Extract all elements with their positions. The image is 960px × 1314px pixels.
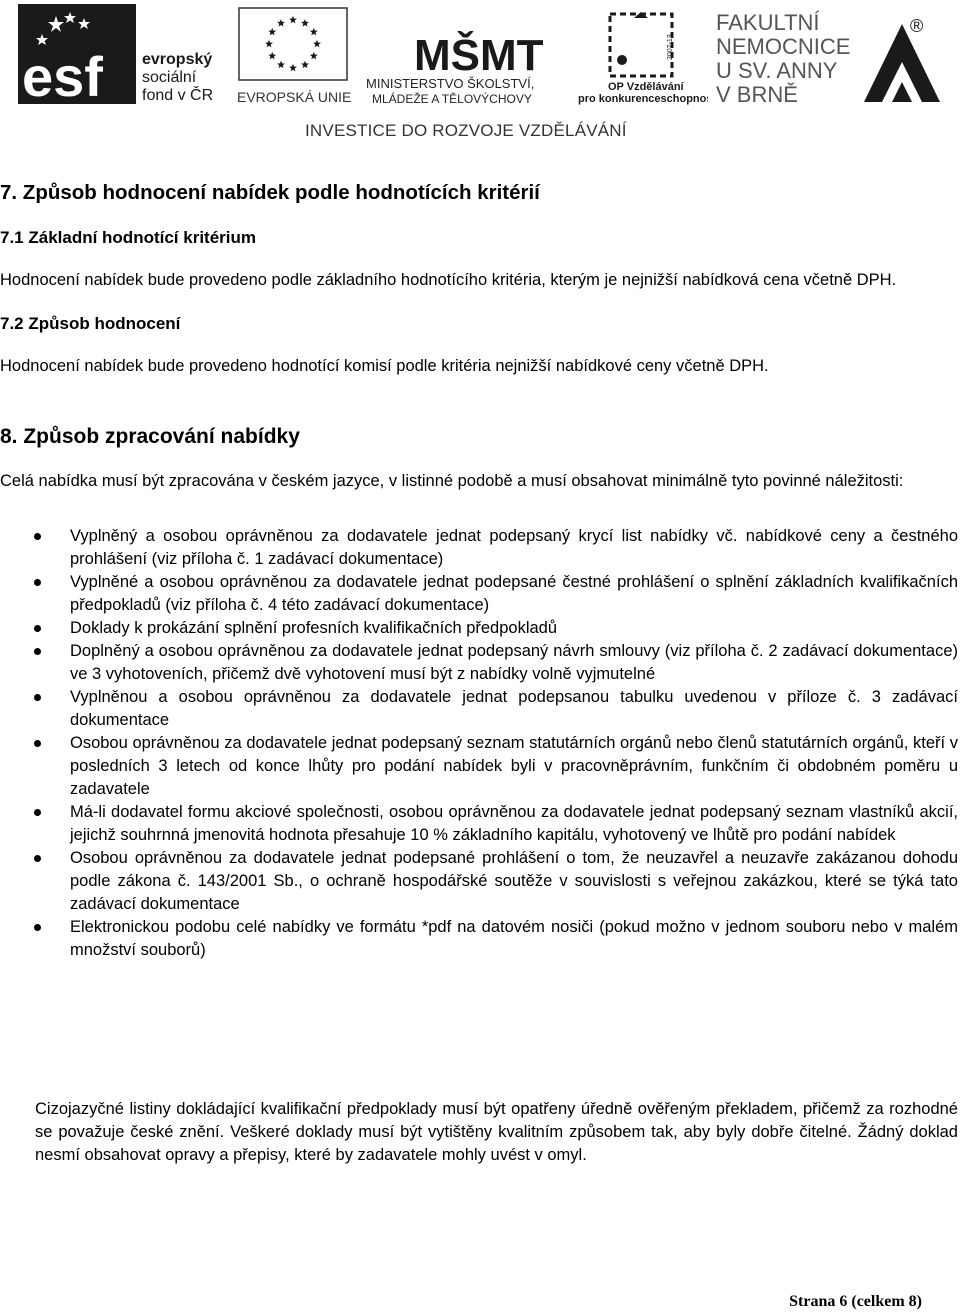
op-vzdelavani-logo bbox=[576, 10, 708, 106]
logo-bar bbox=[0, 0, 960, 150]
bullet-icon bbox=[34, 924, 41, 931]
list-item bbox=[0, 801, 958, 847]
list-item bbox=[0, 640, 958, 686]
svg-text:sociální: sociální bbox=[142, 69, 197, 86]
svg-text:2007-13: 2007-13 bbox=[667, 34, 674, 60]
bullet-icon bbox=[34, 809, 41, 816]
section-7-1-text: Hodnocení nabídek bude provedeno podle základního hodnotícího kritéria, kterým je nejnižší nabídková cena včetně DPH. bbox=[0, 271, 897, 289]
svg-text:U SV. ANNY: U SV. ANNY bbox=[716, 58, 838, 83]
list-item-text: Má-li dodavatel formu akciové společnosti, osobou oprávněnou za dodavatele jednat podepsaný seznam vlastníků akcií, jejichž souhrnná jmenovitá hodnota přesahuje 10 % základního kapitálu, vyhotovený ve lhůtě pro podání nabídek bbox=[70, 803, 958, 844]
svg-text:FAKULTNÍ: FAKULTNÍ bbox=[716, 10, 820, 35]
svg-text:®: ® bbox=[910, 16, 924, 36]
list-item-text: Doplněný a osobou oprávněnou za dodavatele jednat podepsaný návrh smlouvy (viz příloha č. 2 zadávací dokumentace) ve 3 vyhotoveních, přičemž dvě vyhotovení musí být z nabídky volně vyjmutelné bbox=[70, 642, 958, 683]
list-item-text: Vyplněné a osobou oprávněnou za dodavatele jednat podepsané čestné prohlášení o splnění základních kvalifikačních předpokladů (viz příloha č. 4 této zadávací dokumentace) bbox=[70, 573, 958, 614]
esf-logo bbox=[18, 4, 233, 104]
requirements-list bbox=[0, 525, 958, 962]
list-item bbox=[0, 916, 958, 962]
list-item bbox=[0, 686, 958, 732]
svg-text:pro konkurenceschopnost: pro konkurenceschopnost bbox=[578, 93, 708, 105]
list-item-text: Doklady k prokázání splnění profesních kvalifikačních předpokladů bbox=[70, 619, 558, 637]
svg-text:V BRNĚ: V BRNĚ bbox=[716, 82, 798, 106]
svg-text:NEMOCNICE: NEMOCNICE bbox=[716, 34, 851, 59]
bullet-icon bbox=[34, 533, 41, 540]
svg-text:fond v ČR: fond v ČR bbox=[142, 87, 214, 104]
eu-flag-icon bbox=[235, 6, 360, 106]
bullet-icon bbox=[34, 855, 41, 862]
bullet-icon bbox=[34, 625, 41, 632]
list-item-text: Elektronickou podobu celé nabídky ve formátu *pdf na datovém nosiči (pokud možno v jednom souboru nebo v malém množství souborů) bbox=[70, 918, 958, 959]
eu-logo bbox=[235, 6, 360, 106]
esf-logo-graphic bbox=[18, 4, 233, 104]
svg-text:MINISTERSTVO ŠKOLSTVÍ,: MINISTERSTVO ŠKOLSTVÍ, bbox=[366, 76, 535, 91]
svg-text:MŠMT: MŠMT bbox=[414, 31, 544, 80]
bullet-icon bbox=[34, 694, 41, 701]
list-item bbox=[0, 847, 958, 916]
svg-text:MLÁDEŽE A TĚLOVÝCHOVY: MLÁDEŽE A TĚLOVÝCHOVY bbox=[372, 92, 532, 106]
op-logo-graphic bbox=[576, 10, 708, 106]
list-item bbox=[0, 525, 958, 571]
bullet-icon bbox=[34, 740, 41, 747]
section-7-2-heading: 7.2 Způsob hodnocení bbox=[0, 314, 181, 333]
list-item-text: Vyplněnou a osobou oprávněnou za dodavatele jednat podepsanou tabulku uvedenou v příloze č. 3 zadávací dokumentace bbox=[70, 688, 958, 729]
document-body bbox=[0, 180, 958, 962]
list-item-text: Osobou oprávněnou za dodavatele jednat podepsané prohlášení o tom, že neuzavřel a neuzavře zakázanou dohodu podle zákona č. 143/2001 Sb., o ochraně hospodářské soutěže v souvislosti s veřejnou zakázkou, které se týká tato zadávací dokumentace bbox=[70, 849, 958, 913]
svg-text:evropský: evropský bbox=[142, 51, 213, 68]
section-8-intro: Celá nabídka musí být zpracována v českém jazyce, v listinné podobě a musí obsahovat minimálně tyto povinné náležitosti: bbox=[0, 472, 904, 490]
list-item-text: Vyplněný a osobou oprávněnou za dodavatele jednat podepsaný krycí list nabídky vč. nabídkové ceny a čestného prohlášení (viz příloha č. 1 zadávací dokumentace) bbox=[70, 527, 958, 568]
bullet-icon bbox=[34, 579, 41, 586]
bullet-icon bbox=[34, 648, 41, 655]
msmt-logo-graphic bbox=[362, 2, 572, 106]
svg-text:esf: esf bbox=[22, 45, 103, 104]
list-item bbox=[0, 732, 958, 801]
msmt-logo bbox=[362, 2, 572, 106]
svg-text:EVROPSKÁ UNIE: EVROPSKÁ UNIE bbox=[237, 89, 352, 105]
page-number: Strana 6 (celkem 8) bbox=[789, 1293, 922, 1310]
section-8-heading: 8. Způsob zpracování nabídky bbox=[0, 425, 300, 448]
section-7-2-text: Hodnocení nabídek bude provedeno hodnotící komisí podle kritéria nejnižší nabídkové ceny včetně DPH. bbox=[0, 357, 769, 375]
section-7-heading: 7. Způsob hodnocení nabídek podle hodnotících kritérií bbox=[0, 181, 540, 204]
list-item-text: Osobou oprávněnou za dodavatele jednat podepsaný seznam statutárních orgánů nebo členů statutárních orgánů, kteří v posledních 3 letech od konce lhůty pro podání nabídek byli v pracovněprávním, funkčním či obdobném poměru u zadavatele bbox=[70, 734, 958, 798]
list-item bbox=[0, 617, 958, 640]
fakultni-nemocnice-logo bbox=[714, 6, 954, 106]
section-7-1-heading: 7.1 Základní hodnotící kritérium bbox=[0, 228, 256, 247]
tagline: INVESTICE DO ROZVOJE VZDĚLÁVÁNÍ bbox=[305, 121, 627, 140]
svg-text:OP Vzdělávání: OP Vzdělávání bbox=[608, 81, 684, 93]
fn-logo-graphic bbox=[714, 6, 954, 106]
list-item bbox=[0, 571, 958, 617]
closing-paragraph: Cizojazyčné listiny dokládající kvalifikační předpoklady musí být opatřeny úředně ověřeným překladem, přičemž za rozhodné se považuje české znění. Veškeré doklady musí být vytištěny kvalitním způsobem tak, aby byly dobře čitelné. Žádný doklad nesmí obsahovat opravy a přepisy, které by zadavatele mohly uvést v omyl. bbox=[35, 1100, 958, 1164]
